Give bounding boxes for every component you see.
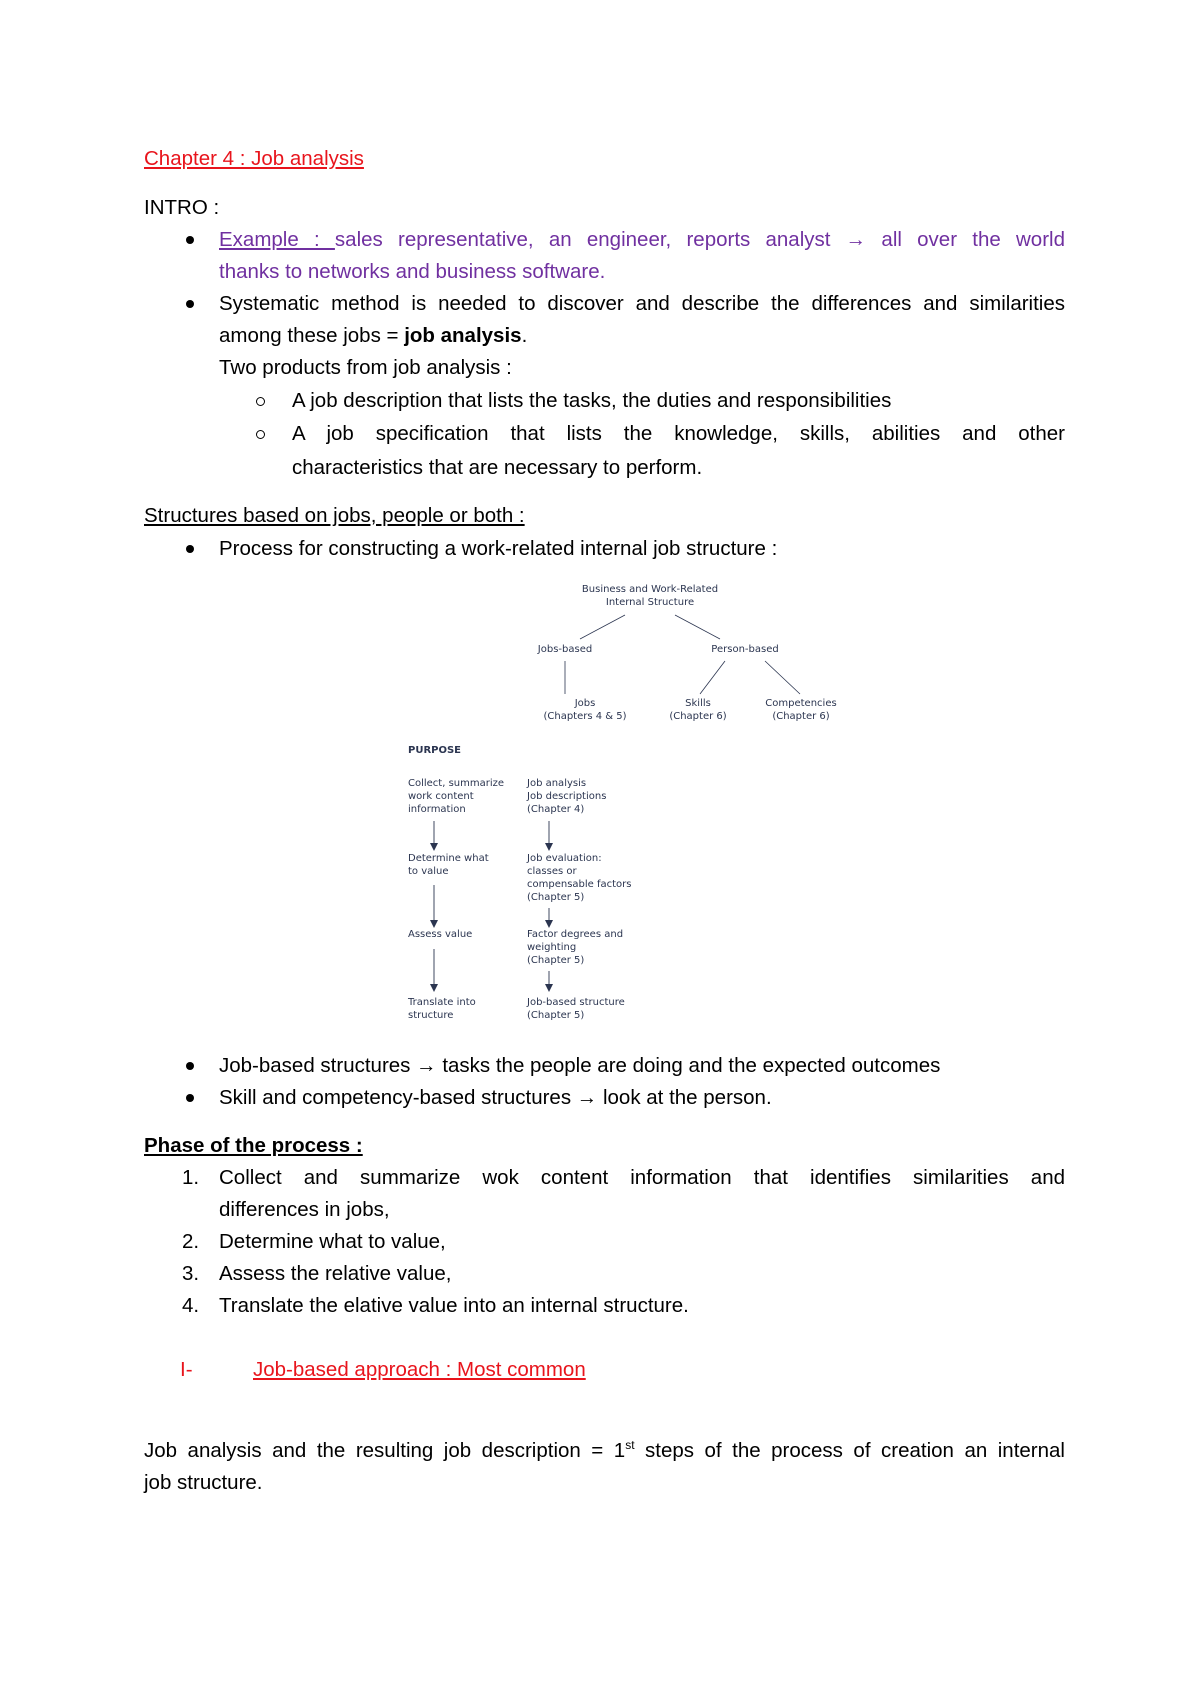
section-title: Job-based approach : Most common [253,1358,586,1381]
jobs-node: Jobs [574,698,596,709]
product-2-line-1: A job specification that lists the knowledge, skills, abilities and other [292,422,1065,445]
purpose-flow [407,745,632,1021]
bullet-icon [186,545,194,553]
arrow-head-icon [545,843,553,851]
purpose-step-1-line-3: information [408,804,466,815]
bullet-icon [186,236,194,244]
chapter-title: Chapter 4 : Job analysis [144,147,364,170]
job-step-4-line-1: Job-based structure [527,997,625,1008]
phase-number: 1. [182,1166,200,1189]
skills-node: Skills [685,698,711,709]
tree-edge [765,661,800,694]
arrow-head-icon [545,984,553,992]
job-step-3-line-2: weighting [527,942,577,953]
systematic-suffix: . [521,324,528,347]
example-text: sales representative, an engineer, reports analyst → all over the world [334,228,1065,251]
job-step-2-line-1: Job evaluation: [527,853,602,864]
phase-number: 2. [182,1230,200,1253]
closing-prefix: Job analysis and the resulting job description = 1 [144,1439,626,1462]
arrow-head-icon [430,920,438,928]
tree-edge [700,661,725,694]
tree-edge [580,615,625,639]
job-step-3-line-1: Factor degrees and [527,929,624,940]
phase-heading [144,1130,363,1162]
job-step-1-line-1: Job analysis [527,778,587,789]
example-label: Example : [219,228,335,251]
closing-line-2: job structure. [144,1471,263,1494]
purpose-step-1-line-2: work content [408,791,474,802]
purpose-step-2-line-2: to value [408,866,449,877]
section-number: I- [180,1358,193,1381]
phase-number: 4. [182,1294,200,1317]
phase-item-1-line-2: differences in jobs, [219,1198,390,1221]
process-bullet-text: Process for constructing a work-related internal job structure : [219,537,778,560]
sub-bullet-icon [256,397,265,406]
purpose-heading: PURPOSE [408,745,462,756]
job-step-4-line-2: (Chapter 5) [527,1010,585,1021]
job-step-2-line-3: compensable factors [527,879,632,890]
job-step-2-line-2: classes or [527,866,577,877]
skill-structures-text: Skill and competency-based structures → look at the person. [219,1086,772,1109]
systematic-line-2 [219,320,527,352]
tree-edge [675,615,720,639]
competencies-node: Competencies [765,698,837,709]
bullet-icon [186,300,194,308]
product-2-line-2: characteristics that are necessary to perform. [292,456,703,479]
arrow-head-icon [430,984,438,992]
phase-item-3: Assess the relative value, [219,1262,452,1285]
competencies-chapter: (Chapter 6) [772,711,830,722]
purpose-step-4-line-1: Translate into [408,997,476,1008]
purpose-step-4-line-2: structure [408,1010,454,1021]
purpose-step-1-line-1: Collect, summarize [408,778,505,789]
job-step-1-line-3: (Chapter 4) [527,804,585,815]
arrow-head-icon [430,843,438,851]
root-node-line-2: Internal Structure [605,597,695,608]
bullet-icon [186,1062,194,1070]
phase-number: 3. [182,1262,200,1285]
intro-heading: INTRO : [144,196,220,219]
systematic-line-1: Systematic method is needed to discover and describe the differences and similarities [219,292,1065,315]
purpose-step-3-line-1: Assess value [408,929,473,940]
job-analysis-term: job analysis [404,324,522,347]
job-step-3-line-3: (Chapter 5) [527,955,585,966]
tree-diagram [537,584,837,722]
purpose-step-2-line-1: Determine what [408,853,489,864]
jobs-based-node: Jobs-based [537,644,593,655]
phase-item-1-line-1: Collect and summarize wok content information that identifies similarities and [219,1166,1065,1189]
closing-line-1 [144,1435,1065,1467]
job-structure-diagram [390,575,860,1035]
structures-heading: Structures based on jobs, people or both : [144,504,525,527]
root-node-line-1: Business and Work-Related [581,584,719,595]
example-line-1 [219,224,1065,256]
closing-suffix: steps of the process of creation an internal [634,1439,1065,1462]
bullet-icon [186,1094,194,1102]
systematic-prefix: among these jobs = [219,324,405,347]
product-1: A job description that lists the tasks, the duties and responsibilities [292,389,892,412]
arrow-head-icon [545,920,553,928]
phase-item-4: Translate the elative value into an internal structure. [219,1294,689,1317]
example-line-2: thanks to networks and business software. [219,260,606,283]
skills-chapter: (Chapter 6) [669,711,727,722]
phase-item-2: Determine what to value, [219,1230,446,1253]
phase-heading-text: Phase of the process : [144,1134,363,1157]
two-products: Two products from job analysis : [219,356,512,379]
sub-bullet-icon [256,430,265,439]
job-step-2-line-4: (Chapter 5) [527,892,585,903]
person-based-node: Person-based [711,644,779,655]
job-step-1-line-2: Job descriptions [527,791,607,802]
ordinal-suffix: st [625,1438,635,1453]
job-based-structures-text: Job-based structures → tasks the people are doing and the expected outcomes [219,1054,941,1077]
jobs-chapter: (Chapters 4 & 5) [543,711,627,722]
